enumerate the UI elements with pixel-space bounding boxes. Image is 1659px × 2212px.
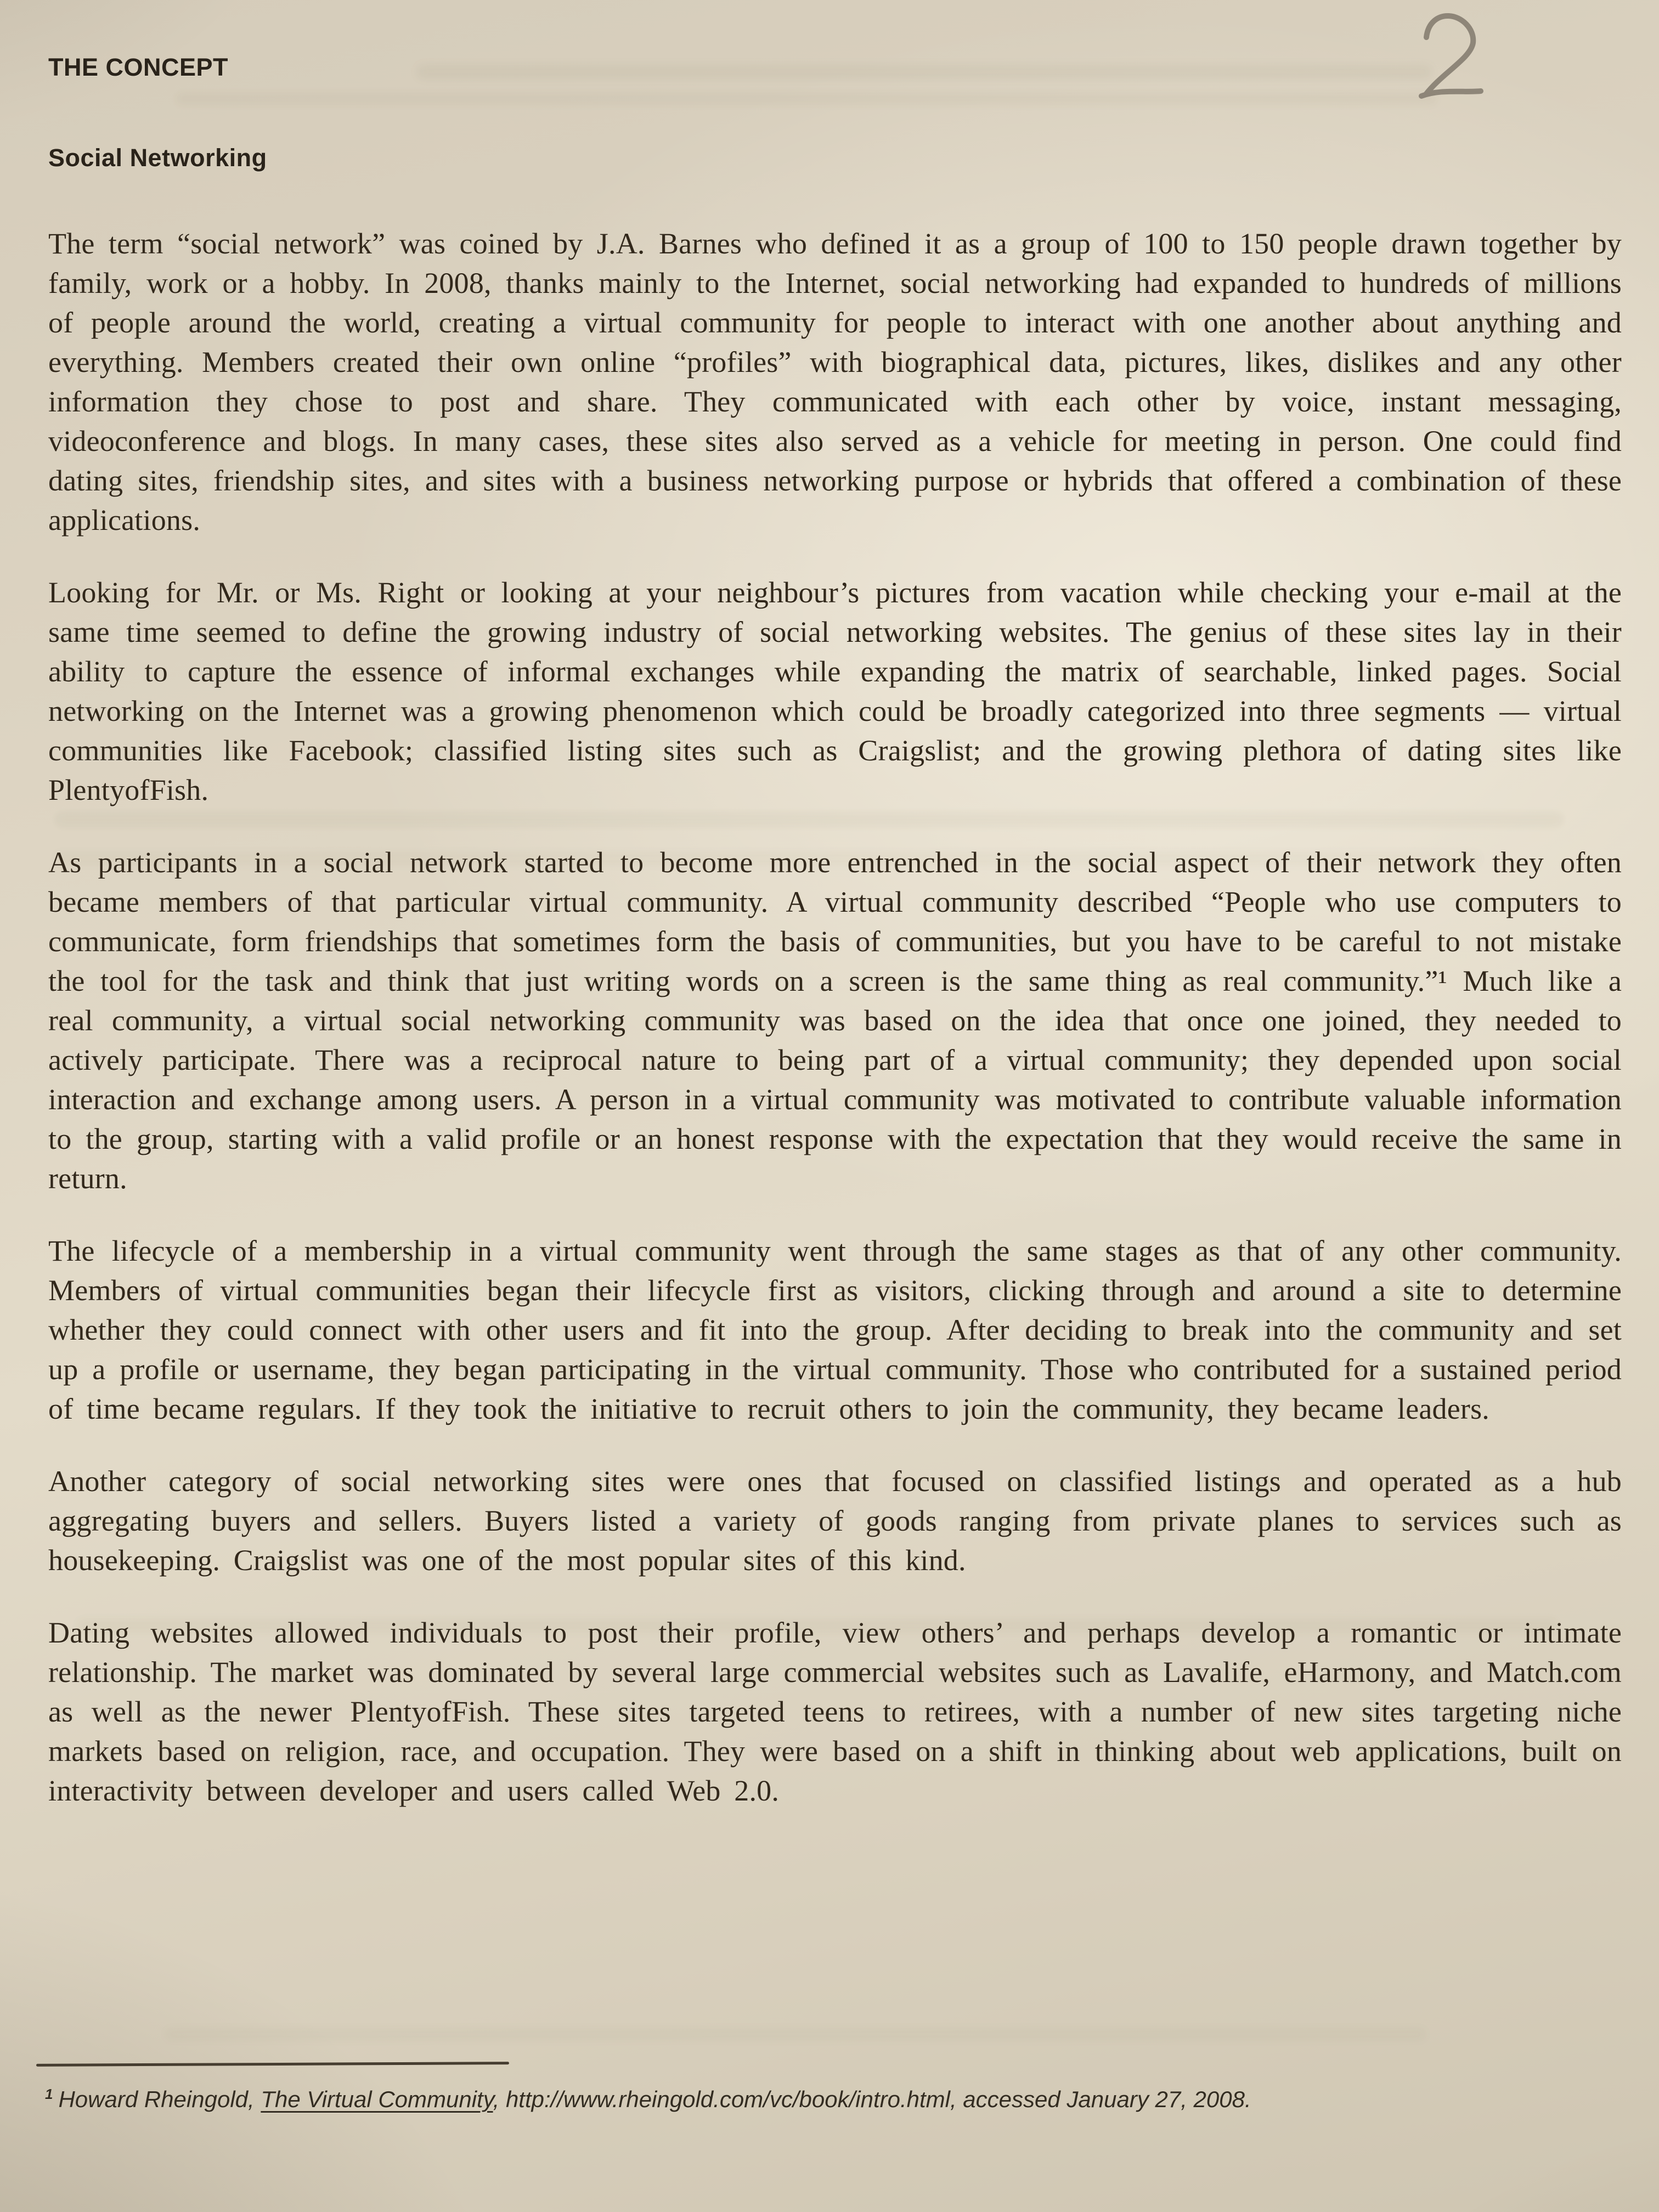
footnote-marker: 1: [45, 2086, 53, 2102]
paragraph-social-network-definition: The term “social network” was coined by J.A. Barnes who defined it as a group of 100 to 150 people drawn together by family, work or a hobby. In 2008, thanks mainly to the Internet, social networking had expanded to hundreds of millions of people around the world, creating a virtual community for people to interact with one another about anything and everything. Members created their own online “profiles” with biographical data, pictures, likes, dislikes and any other information they chose to post and share. They communicated with each other by voice, instant messaging, videoconference and blogs. In many cases, these sites also served as a vehicle for meeting in person. One could find dating sites, friendship sites, and sites with a business networking purpose or hybrids that offered a combination of these applications.: [48, 227, 1622, 537]
body-text: [48, 224, 1622, 1810]
footnote-url-and-date: , http://www.rheingold.com/vc/book/intro.html, accessed January 27, 2008.: [493, 2086, 1251, 2112]
page-body: [48, 55, 1622, 1843]
show-through-smudge: [165, 2028, 1426, 2041]
paragraph-industry-segments: Looking for Mr. or Ms. Right or looking at your neighbour’s pictures from vacation while checking your e-mail at the same time seemed to define the growing industry of social networking websites. The genius of these sites lay in their ability to capture the essence of informal exchanges while expanding the matrix of searchable, linked pages. Social networking on the Internet was a growing phenomenon which could be broadly categorized into three segments — virtual communities like Facebook; classified listing sites such as Craigslist; and the growing plethora of dating sites like PlentyofFish.: [48, 576, 1622, 806]
subsection-heading: Social Networking: [48, 144, 267, 172]
footnote-citation: [33, 2084, 1626, 2115]
footnote-separator-rule: [36, 2062, 509, 2067]
section-heading: THE CONCEPT: [48, 53, 229, 81]
footnote-author: Howard Rheingold,: [58, 2086, 261, 2112]
paragraph-virtual-community: As participants in a social network started to become more entrenched in the social aspect of their network they often became members of that particular virtual community. A virtual community described “People who use computers to communicate, form friendships that sometimes form the basis of communities, but you have to be careful to not mistake the tool for the task and think that just writing words on a screen is the same thing as real community.”¹ Much like a real community, a virtual social networking community was based on the idea that once one joined, they needed to actively participate. There was a reciprocal nature to being part of a virtual community; they depended upon social interaction and exchange among users. A person in a virtual community was motivated to contribute valuable information to the group, starting with a valid profile or an honest response with the expectation that they would receive the same in return.: [48, 846, 1622, 1195]
footnote-book-title: The Virtual Community: [261, 2086, 493, 2112]
paragraph-classified-listings: Another category of social networking sites were ones that focused on classified listings and operated as a hub aggregating buyers and sellers. Buyers listed a variety of goods ranging from private planes to services such as housekeeping. Craigslist was one of the most popular sites of this kind.: [48, 1465, 1622, 1577]
footnote-area: [33, 2063, 1626, 2115]
paragraph-membership-lifecycle: The lifecycle of a membership in a virtual community went through the same stages as that of any other community. Members of virtual communities began their lifecycle first as visitors, clicking through and around a site to determine whether they could connect with other users and fit into the group. After deciding to break into the community and set up a profile or username, they began participating in the virtual community. Those who contributed for a sustained period of time became regulars. If they took the initiative to recruit others to join the community, they became leaders.: [48, 1234, 1622, 1425]
paragraph-dating-websites: Dating websites allowed individuals to post their profile, view others’ and perhaps develop a romantic or intimate relationship. The market was dominated by several large commercial websites such as Lavalife, eHarmony, and Match.com as well as the newer PlentyofFish. These sites targeted teens to retirees, with a number of new sites targeting niche markets based on religion, race, and occupation. They were based on a shift in thinking about web applications, built on interactivity between developer and users called Web 2.0.: [48, 1616, 1622, 1807]
